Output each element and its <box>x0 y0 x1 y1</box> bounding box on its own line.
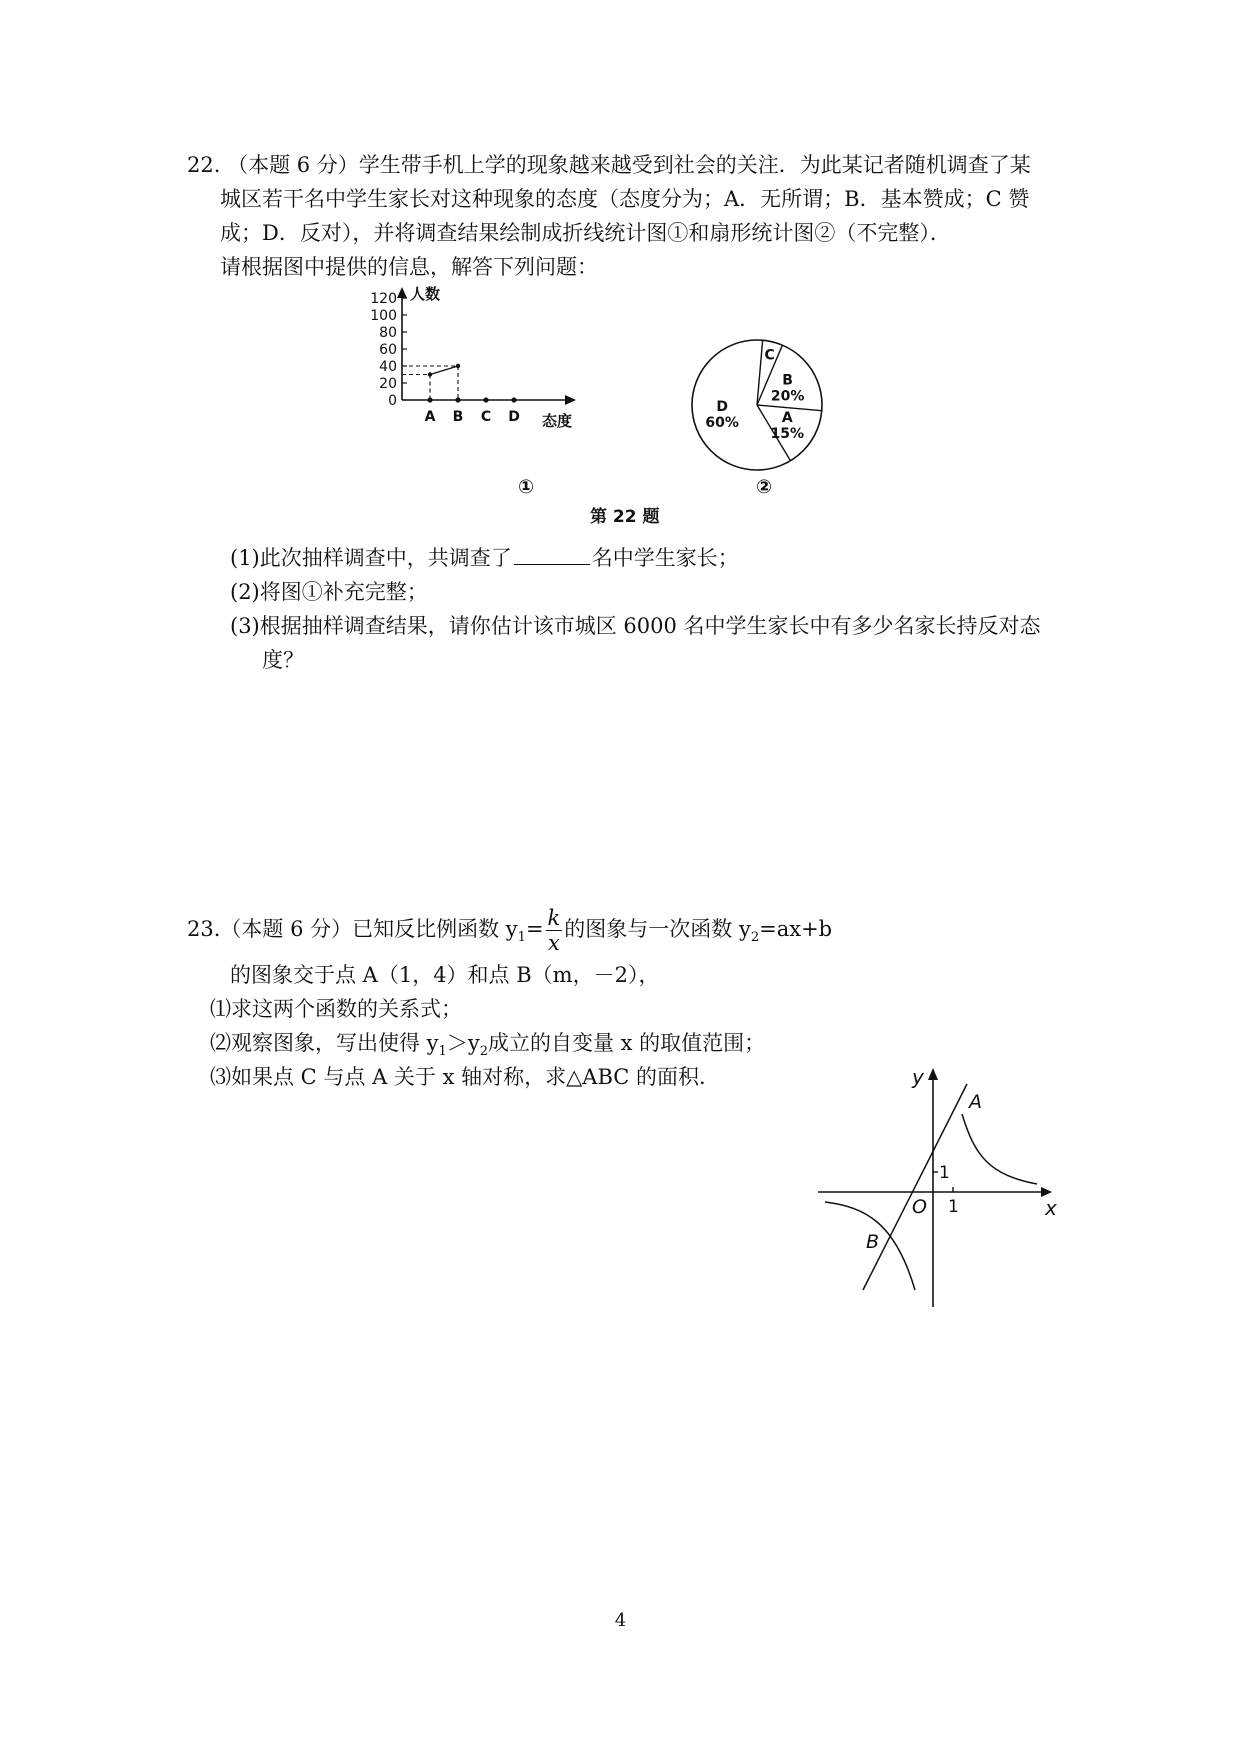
q22-sub-3b: 度？ <box>262 648 304 672</box>
q23-sub-2: 2 <box>750 930 760 946</box>
figure-2-label: ② <box>756 476 773 498</box>
y-tick-label: 120 <box>370 291 397 307</box>
x-tick-label: B <box>452 409 464 425</box>
q22-sub-1-pre: (1)此次抽样调查中，共调查了 <box>230 546 512 570</box>
figure-1-label: ① <box>518 476 535 498</box>
q22-line-2: 城区若干名中学生家长对这种现象的态度（态度分为；A．无所谓；B．基本赞成；C 赞 <box>220 187 1030 211</box>
category-point <box>483 397 488 402</box>
q22-sub-1 <box>230 543 739 573</box>
q22-line-1: 22. （本题 6 分）学生带手机上学的现象越来越受到社会的关注．为此某记者随机调查了某 <box>187 153 1031 177</box>
series-line <box>430 366 458 375</box>
q22-line-3: 成；D．反对），并将调查结果绘制成折线统计图①和扇形统计图②（不完整）． <box>220 221 951 245</box>
pie-slice-percent: 60% <box>705 415 739 432</box>
x-tick-label: C <box>480 409 492 425</box>
x-axis-label: 态度 <box>542 412 573 430</box>
q23-line-1-pre: 23.（本题 6 分）已知反比例函数 y <box>187 917 518 941</box>
q22-sub-2: (2)将图①补充完整； <box>230 580 428 604</box>
q22-line-4: 请根据图中提供的信息，解答下列问题： <box>220 255 598 279</box>
graph-point-b-label: B <box>866 1231 880 1253</box>
pie-slice-label: A <box>781 409 793 426</box>
q23-sub-2-s1: 1 <box>438 1044 447 1060</box>
pie-slice-percent: 20% <box>770 388 805 405</box>
y-tick-label: 100 <box>370 308 397 324</box>
y-tick-label: 40 <box>379 359 397 375</box>
q22-sub-1-post: 名中学生家长； <box>591 546 739 570</box>
pie-chart <box>685 320 845 490</box>
graph-x-label: x <box>1045 1196 1057 1220</box>
line-chart <box>370 285 660 485</box>
answer-blank[interactable] <box>514 544 590 565</box>
figure-caption: 第 22 题 <box>590 507 660 527</box>
y-axis-label: 人数 <box>410 285 441 303</box>
category-point <box>511 397 516 402</box>
y-axis-arrow-icon <box>397 287 407 298</box>
q23-line-1-mid: 的图象与一次函数 y <box>564 917 751 941</box>
q23-sub-1: 1 <box>517 930 526 946</box>
y-axis-arrow-icon <box>928 1068 938 1080</box>
q23-line-2: 的图象交于点 A（1，4）和点 B（m，－2）， <box>230 963 660 987</box>
function-graph <box>815 1062 1055 1312</box>
graph-point-a-label: A <box>969 1091 982 1113</box>
x-tick-label: D <box>508 409 520 425</box>
q23-sub-3-line: ⑶如果点 C 与点 A 关于 x 轴对称，求△ABC 的面积. <box>210 1065 706 1089</box>
fraction-numerator: k <box>547 906 561 930</box>
y-tick-label: 80 <box>379 325 397 341</box>
x-tick-label: A <box>424 409 436 425</box>
y-tick-label: 0 <box>388 393 397 409</box>
q23-sub-2-post: 成立的自变量 x 的取值范围； <box>487 1031 766 1055</box>
graph-x-tick-label: 1 <box>948 1197 959 1217</box>
q23-sub-2-s2: 2 <box>479 1044 488 1060</box>
graph-origin-label: O <box>912 1196 927 1218</box>
q23-sub-1-line: ⑴求这两个函数的关系式； <box>210 997 462 1021</box>
x-axis-arrow-icon <box>565 395 576 405</box>
fraction-k-over-x <box>546 906 563 955</box>
fraction-denominator: x <box>547 931 560 955</box>
pie-slice-label: C <box>764 347 775 364</box>
linear-function-line <box>863 1084 967 1290</box>
y-tick-label: 20 <box>379 376 397 392</box>
graph-y-tick-label: 1 <box>939 1163 950 1183</box>
q22-sub-3a: (3)根据抽样调查结果，请你估计该市城区 6000 名中学生家长中有多少名家长持反对态 <box>230 614 1041 638</box>
pie-slice-label: B <box>782 372 793 389</box>
q23-sub-2-mid: ＞y <box>446 1031 480 1055</box>
pie-slice-label: D <box>716 399 728 416</box>
hyperbola-branch-1 <box>962 1114 1037 1184</box>
pie-slice-percent: 15% <box>770 425 805 442</box>
q23-eq: = <box>525 917 544 941</box>
graph-y-label: y <box>912 1065 924 1089</box>
q23-sub-2-pre: ⑵观察图象，写出使得 y <box>210 1031 439 1055</box>
q23-line-1-post: =ax+b <box>759 917 833 941</box>
q23-line-1 <box>187 906 832 955</box>
q23-sub-2-line <box>210 1028 765 1058</box>
y-tick-label: 60 <box>379 342 397 358</box>
page-number: 4 <box>614 1610 627 1631</box>
